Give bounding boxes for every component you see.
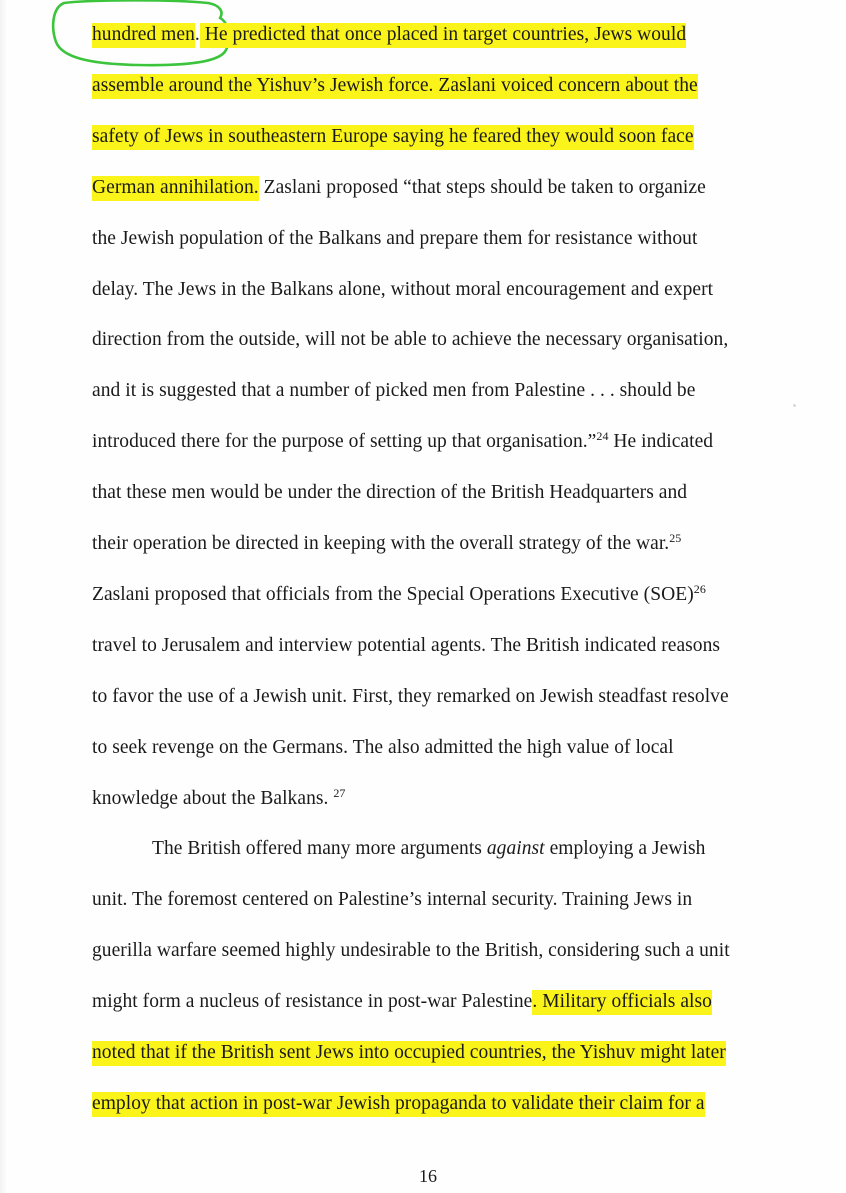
text-line xyxy=(92,175,706,201)
text-line xyxy=(92,582,706,609)
text-line xyxy=(92,989,712,1015)
scan-speck xyxy=(793,404,796,407)
text-segment: their operation be directed in keeping with the overall strategy of the war. xyxy=(92,533,670,554)
text-segment: employing a Jewish xyxy=(544,838,706,860)
text-segment: guerilla warfare seemed highly undesirable to the British, considering such a unit xyxy=(92,940,730,962)
text-segment: to favor the use of a Jewish unit. First, they remarked on Jewish steadfast resolve xyxy=(92,685,729,707)
text-line xyxy=(92,735,674,761)
highlighted-text: hundred men xyxy=(92,23,195,48)
text-segment: travel to Jerusalem and interview potential agents. The British indicated reasons xyxy=(92,634,721,656)
highlighted-text: German annihilation. xyxy=(92,176,259,201)
highlighted-text: He predicted that once placed in target countries, Jews would xyxy=(200,23,686,48)
text-line xyxy=(92,327,728,353)
text-segment: that these men would be under the direction of the British Headquarters and xyxy=(92,482,688,504)
text-line xyxy=(92,786,345,813)
footnote-marker: 26 xyxy=(693,581,706,596)
text-segment: Zaslani proposed that officials from the Special Operations Executive (SOE) xyxy=(92,583,694,605)
text-segment: introduced there for the purpose of setting up that organisation.” xyxy=(92,431,597,453)
text-segment: . xyxy=(194,24,200,45)
highlighted-text: safety of Jews in southeastern Europe saying he feared they would soon face xyxy=(92,125,694,150)
text-segment: Zaslani proposed “that steps should be taken to organize xyxy=(258,176,706,198)
text-line xyxy=(92,73,698,99)
text-segment: might form a nucleus of resistance in post-war Palestine xyxy=(92,991,533,1013)
text-segment: to seek revenge on the Germans. The also admitted the high value of local xyxy=(92,736,674,758)
text-line xyxy=(92,633,720,659)
text-segment: and it is suggested that a number of picked men from Palestine . . . should be xyxy=(92,380,696,402)
text-segment: delay. The Jews in the Balkans alone, without moral encouragement and expert xyxy=(92,278,714,300)
emphasis-text: against xyxy=(486,838,545,860)
text-line xyxy=(92,684,729,710)
text-line xyxy=(92,277,713,303)
paragraph-first-line xyxy=(152,836,705,862)
highlighted-text: noted that if the British sent Jews into occupied countries, the Yishuv might later xyxy=(92,1041,726,1066)
text-line xyxy=(92,887,692,913)
footnote-marker: 24 xyxy=(596,429,609,444)
text-line xyxy=(92,480,687,506)
text-segment: unit. The foremost centered on Palestine’s internal security. Training Jews in xyxy=(92,889,693,911)
text-line xyxy=(92,429,713,456)
text-line xyxy=(92,226,697,252)
text-segment: He indicated xyxy=(608,431,714,453)
text-segment: knowledge about the Balkans. xyxy=(92,787,334,809)
text-segment: The British offered many more arguments xyxy=(152,838,487,860)
footnote-marker: 27 xyxy=(333,785,346,800)
text-line xyxy=(92,378,695,404)
highlighted-text: assemble around the Yishuv’s Jewish force. Zaslani voiced concern about the xyxy=(92,74,698,99)
highlighted-text: employ that action in post-war Jewish propaganda to validate their claim for a xyxy=(92,1092,705,1117)
text-line xyxy=(92,938,730,964)
footnote-marker: 25 xyxy=(669,531,682,545)
text-line xyxy=(92,531,681,558)
text-segment: the Jewish population of the Balkans and prepare them for resistance without xyxy=(92,227,698,249)
text-line xyxy=(92,22,686,48)
highlighted-text: . Military officials also xyxy=(532,990,712,1015)
scan-edge-shadow xyxy=(0,0,8,1193)
text-line xyxy=(92,124,694,150)
page-number: 16 xyxy=(419,1166,437,1186)
text-line xyxy=(92,1091,705,1117)
text-segment: direction from the outside, will not be able to achieve the necessary organisation, xyxy=(92,329,729,351)
text-line xyxy=(92,1040,726,1066)
